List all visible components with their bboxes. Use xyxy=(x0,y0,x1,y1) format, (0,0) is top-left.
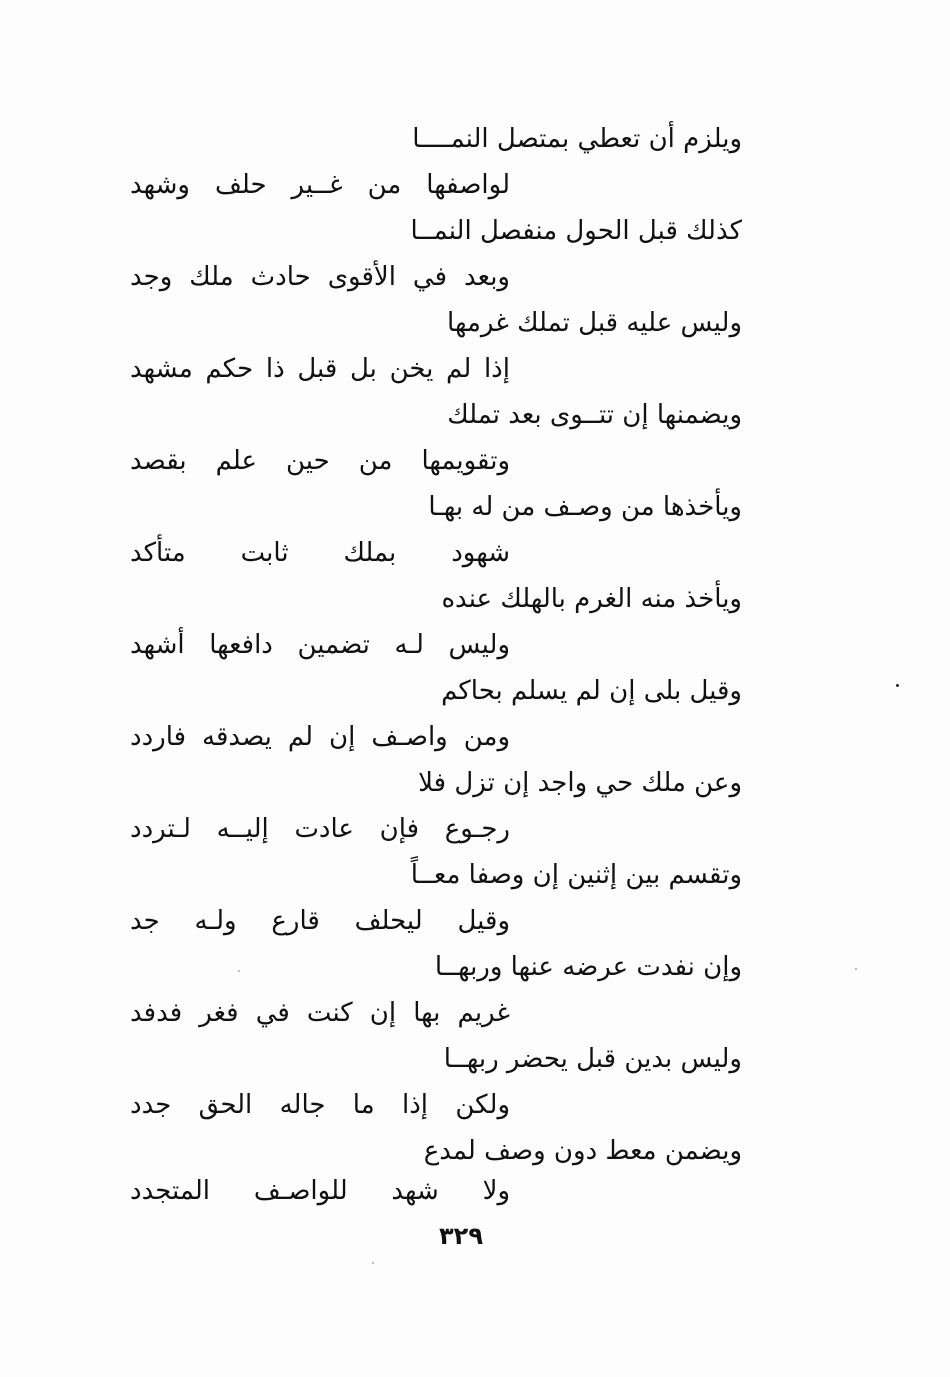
verse-5-first-hemistich: ويأخذها من وصـف من له بهـا xyxy=(428,492,742,522)
verse-3-second-hemistich: إذا لم يخن بل قبل ذا حكم مشهد xyxy=(130,354,510,384)
verse-8-second-hemistich: رجـوع فإن عادت إليــه لـتردد xyxy=(130,814,510,844)
verse-4-first-hemistich: ويضمنها إن تتــوى بعد تملك xyxy=(447,400,742,430)
verse-11-second-hemistich: ولكن إذا ما جاله الحق جدد xyxy=(130,1090,510,1120)
scan-speck xyxy=(896,684,899,687)
page-number-text: ٣٢٩ xyxy=(439,1222,483,1250)
verse-11-first-hemistich: وليس بدين قبل يحضر ربهــا xyxy=(443,1044,742,1074)
scan-speck xyxy=(855,968,857,970)
verse-6-first-hemistich: ويأخذ منه الغرم بالهلك عنده xyxy=(441,584,742,614)
verse-10-first-hemistich: وإن نفدت عرضه عنها وربهــا xyxy=(434,952,742,982)
verse-12-first-hemistich: ويضمن معط دون وصف لمدع xyxy=(423,1136,742,1166)
verse-3-first-hemistich: وليس عليه قبل تملك غرمها xyxy=(447,308,742,338)
verse-9-first-hemistich: وتقسم بين إثنين إن وصفا معــاً xyxy=(410,860,742,890)
verse-5-second-hemistich: شهود بملك ثابت متأكد xyxy=(130,538,510,568)
verse-6-second-hemistich: وليس لـه تضمين دافعها أشهد xyxy=(130,630,510,660)
scan-speck xyxy=(372,1262,374,1264)
verse-9-second-hemistich: وقيل ليحلف قارع ولـه جد xyxy=(130,906,510,936)
verse-2-first-hemistich: كذلك قبل الحول منفصل النمــا xyxy=(410,216,742,246)
verse-12-second-hemistich: ولا شهد للواصـف المتجدد xyxy=(130,1176,510,1206)
verse-7-first-hemistich: وقيل بلى إن لم يسلم بحاكم xyxy=(441,676,742,706)
verse-10-second-hemistich: غريم بها إن كنت في فغر فدفد xyxy=(130,998,510,1028)
verse-8-first-hemistich: وعن ملك حي واجد إن تزل فلا xyxy=(418,768,742,798)
verse-1-first-hemistich: ويلزم أن تعطي بمتصل النمــــا xyxy=(412,124,742,154)
verse-4-second-hemistich: وتقويمها من حين علم بقصد xyxy=(130,446,510,476)
verse-2-second-hemistich: وبعد في الأقوى حادث ملك وجد xyxy=(130,262,510,292)
verse-1-second-hemistich: لواصفها من غــير حلف وشهد xyxy=(130,170,510,200)
scan-speck xyxy=(238,970,240,972)
page-number xyxy=(0,1222,950,1250)
verse-7-second-hemistich: ومن واصـف إن لم يصدقه فاردد xyxy=(130,722,510,752)
